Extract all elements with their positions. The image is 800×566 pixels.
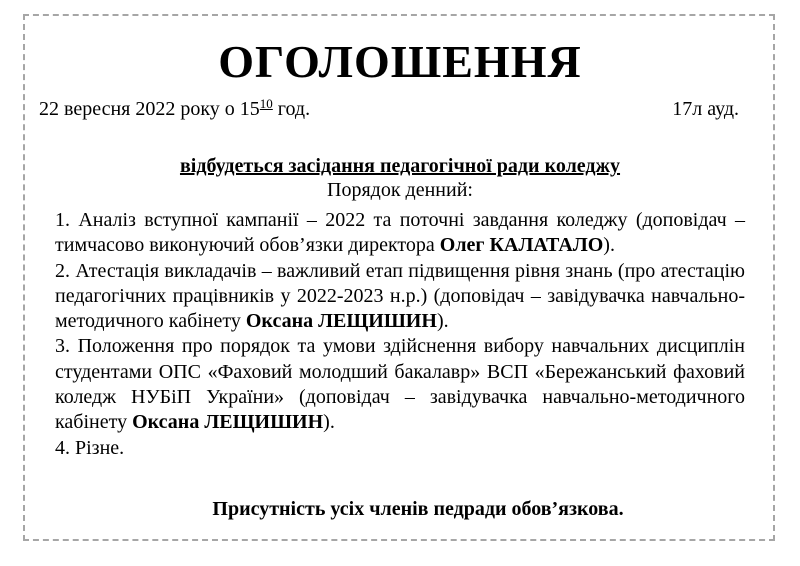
agenda-item-text: 4. Різне. [55,436,125,459]
agenda-item-4 [55,436,745,461]
meeting-time-suffix: год. [272,98,311,120]
agenda-item-speaker: Олег КАЛАТАЛО [439,234,604,257]
agenda-heading: Порядок денний: [327,179,473,201]
agenda-item-end: ). [323,411,335,434]
meeting-subtitle: відбудеться засідання педагогічної ради коледжу [179,155,621,177]
agenda-item-end: ). [436,310,449,333]
meeting-date-time [39,96,310,122]
agenda-list [55,208,745,461]
announcement-title: ОГОЛОШЕННЯ [218,36,582,87]
agenda-item-speaker: Оксана ЛЕЩИШИН [132,411,324,434]
meeting-time-minutes: 10 [259,96,273,111]
agenda-item-speaker: Оксана ЛЕЩИШИН [245,310,437,333]
agenda-item-end: ). [603,234,615,257]
agenda-item-1 [55,208,745,259]
agenda-item-text: 3. Положення про порядок та умови здійснення вибору навчальних дисциплін студентами ОПС «Фаховий молодший бакалавр» ВСП «Бережанський фаховий коледж НУБіП України» (доповідач – завідувачка навчально-методичного кабінету [55,335,745,434]
agenda-item-2 [55,259,745,335]
meeting-room: 17л ауд. [672,98,739,120]
date-line [39,96,739,122]
agenda-item-3 [55,334,745,435]
meeting-date: 22 вересня 2022 року о 15 [39,98,260,120]
agenda-item-text: 1. Аналіз вступної кампанії – 2022 та поточні завдання коледжу (доповідач – тимчасово виконуючий обов’язки директора [55,209,745,257]
attendance-note: Присутність усіх членів педради обов’язкова. [212,498,624,520]
agenda-item-text: 2. Атестація викладачів – важливий етап підвищення рівня знань (про атестацію педагогічних працівників у 2022-2023 н.р.) (доповідач – завідувачка навчально-методичного кабінету [55,259,745,333]
